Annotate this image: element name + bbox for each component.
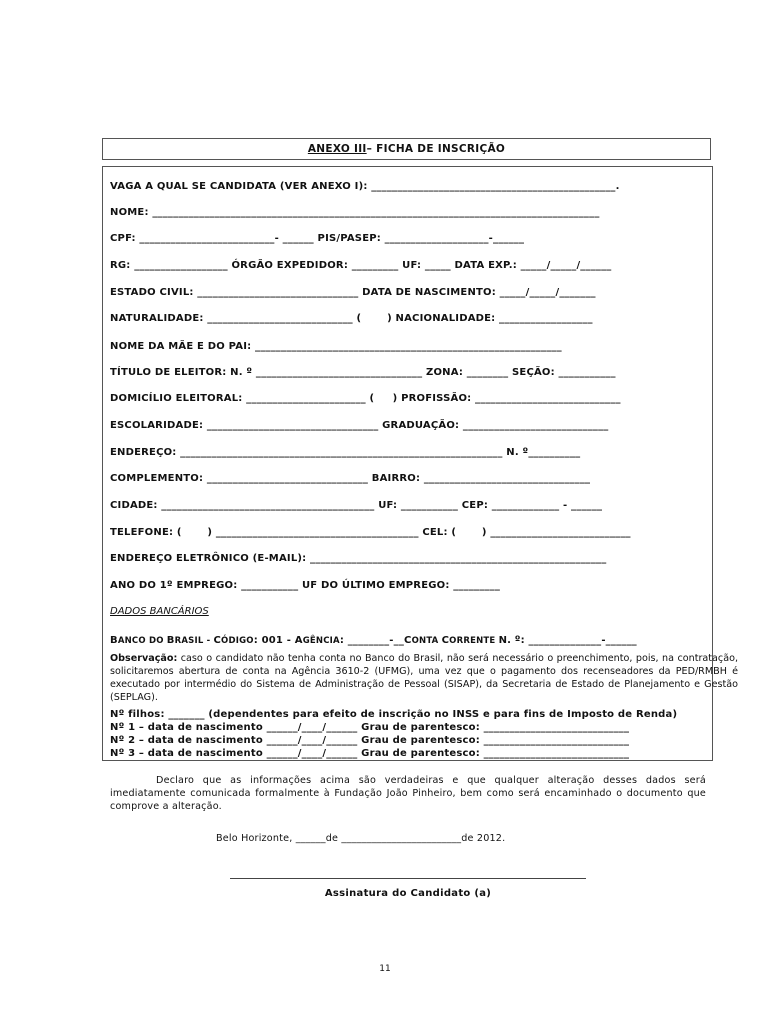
titulo-eleitor-field[interactable]: TÍTULO DE ELEITOR: N. º ________________________________ ZONA: ________ SEÇÃO: ___________	[110, 367, 616, 378]
naturalidade-field[interactable]: NATURALIDADE: ____________________________ ( ) NACIONALIDADE: __________________	[110, 313, 593, 324]
nome-field[interactable]: NOME: ______________________________________________________________________________________	[110, 207, 600, 218]
page-number: 11	[379, 964, 391, 974]
telefone-field[interactable]: TELEFONE: ( ) _______________________________________ CEL: ( ) ___________________________	[110, 527, 631, 538]
filho-2-field[interactable]: Nº 2 – data de nascimento ______/____/______ Grau de parentesco: ____________________________	[110, 735, 630, 746]
endereco-field[interactable]: ENDEREÇO: ______________________________________________________________ N. º__________	[110, 447, 581, 458]
form-title-text: – FICHA DE INSCRIÇÃO	[366, 143, 506, 155]
banco-field[interactable]: BANCO DO BRASIL - CÓDIGO: 001 - AGÊNCIA: ________-__CONTA CORRENTE N. º: ______________-______	[110, 635, 637, 646]
dados-bancarios-heading: DADOS BANCÁRIOS	[110, 606, 209, 617]
escolaridade-field[interactable]: ESCOLARIDADE: _________________________________ GRADUAÇÃO: ____________________________	[110, 420, 609, 431]
domicilio-field[interactable]: DOMICÍLIO ELEITORAL: _______________________ ( ) PROFISSÃO: ____________________________	[110, 393, 621, 404]
filho-1-field[interactable]: Nº 1 – data de nascimento ______/____/______ Grau de parentesco: ____________________________	[110, 722, 630, 733]
complemento-field[interactable]: COMPLEMENTO: _______________________________ BAIRRO: ________________________________	[110, 473, 591, 484]
mae-pai-field[interactable]: NOME DA MÃE E DO PAI: ___________________________________________________________	[110, 341, 562, 352]
observacao-text: Observação: caso o candidato não tenha conta no Banco do Brasil, não será necessário o preenchimento, pois, na contratação, solicitaremos abertura de conta na Agência 3610-2 (UFMG), uma vez que o pagamento dos recenseadores da PED/RMBH é executado por intermédio do Sistema de Administração de Pessoal (SISAP), da Secretaria de Estado de Planejamento e Gestão (SEPLAG).	[110, 653, 738, 703]
city-date-line[interactable]: Belo Horizonte, ______de ________________________de 2012.	[216, 833, 506, 844]
filhos-field[interactable]: Nº filhos: _______ (dependentes para efeito de inscrição no INSS e para fins de Imposto de Renda)	[110, 709, 678, 720]
vaga-field[interactable]: VAGA A QUAL SE CANDIDATA (VER ANEXO I): _______________________________________________.	[110, 181, 620, 192]
filho-3-field[interactable]: Nº 3 – data de nascimento ______/____/______ Grau de parentesco: ____________________________	[110, 748, 630, 759]
emprego-field[interactable]: ANO DO 1º EMPREGO: ___________ UF DO ÚLTIMO EMPREGO: _________	[110, 580, 501, 591]
cidade-field[interactable]: CIDADE: _________________________________________ UF: ___________ CEP: _____________ - ______	[110, 500, 603, 511]
form-title	[102, 138, 711, 160]
rg-field[interactable]: RG: __________________ ÓRGÃO EXPEDIDOR: _________ UF: _____ DATA EXP.: _____/_____/______	[110, 260, 612, 271]
cpf-pis-field[interactable]: CPF: __________________________- ______ PIS/PASEP: ____________________-______	[110, 233, 525, 244]
signature-label: Assinatura do Candidato (a)	[324, 888, 492, 899]
signature-line[interactable]	[230, 878, 586, 879]
email-field[interactable]: ENDEREÇO ELETRÔNICO (E-MAIL): _________________________________________________________	[110, 553, 607, 564]
annex-label: ANEXO III	[307, 143, 367, 155]
estado-civil-field[interactable]: ESTADO CIVIL: _______________________________ DATA DE NASCIMENTO: _____/_____/_______	[110, 287, 596, 298]
declaration-paragraph: Declaro que as informações acima são verdadeiras e que qualquer alteração desses dados será imediatamente comunicada formalmente à Fundação João Pinheiro, bem como será encaminhado o documento que comprove a alteração.	[110, 775, 706, 812]
